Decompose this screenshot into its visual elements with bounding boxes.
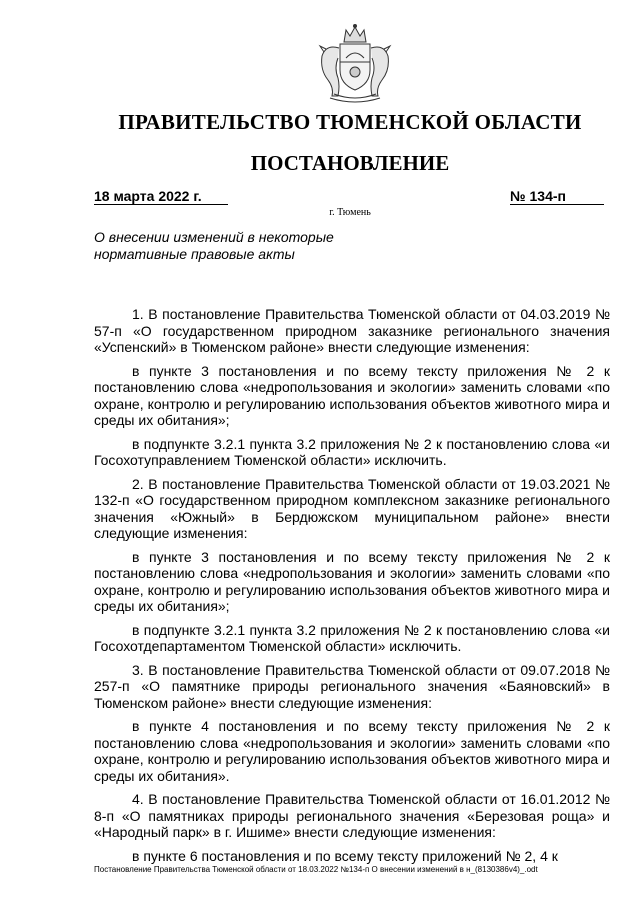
body-paragraph: 4. В постановление Правительства Тюменской области от 16.01.2012 № 8-п «О памятниках природы регионального значения «Березовая роща» и «Народный парк» в г. Ишиме» внести следующие изменения: [94, 791, 610, 840]
document-city: г. Тюмень [329, 207, 371, 218]
document-date: 18 марта 2022 г. [94, 188, 228, 205]
body-paragraph: в пункте 3 постановления и по всему тексту приложения № 2 к постановлению слова «недропользования и экологии» заменить словами «по охране, контролю и регулированию использования объектов животного мира и среды их обитания»; [94, 362, 610, 428]
body-paragraph: в подпункте 3.2.1 пункта 3.2 приложения № 2 к постановлению слова «и Госохотуправлением Тюменской области» исключить. [94, 435, 610, 468]
subject-line: нормативные правовые акты [94, 246, 295, 262]
document-footer: Постановление Правительства Тюменской области от 18.03.2022 №134-п О внесении изменений в н_(8130386v4)_.odt [94, 865, 538, 874]
government-title: ПРАВИТЕЛЬСТВО ТЮМЕНСКОЙ ОБЛАСТИ [118, 110, 582, 134]
body-paragraph: в пункте 3 постановления и по всему тексту приложения № 2 к постановлению слова «недропользования и экологии» заменить словами «по охране, контролю и регулированию использования объектов животного мира и среды их обитания»; [94, 548, 610, 614]
coat-of-arms-icon [312, 22, 398, 106]
document-number: № 134-п [510, 188, 604, 205]
body-paragraph: в пункте 4 постановления и по всему тексту приложения № 2 к постановлению слова «недропользования и экологии» заменить словами «по охране, контролю и регулированию использования объектов животного мира и среды их обитания». [94, 718, 610, 784]
body-paragraph: 3. В постановление Правительства Тюменской области от 09.07.2018 № 257-п «О памятнике природы регионального значения «Баяновский» в Тюменском районе» внести следующие изменения: [94, 661, 610, 711]
subject-line: О внесении изменений в некоторые [94, 229, 334, 245]
body-paragraph: 2. В постановление Правительства Тюменской области от 19.03.2021 № 132-п «О государственном природном комплексном заказнике регионального значения «Южный» в Бердюжском муниципальном районе» внести следующие изменения: [94, 475, 610, 541]
document-subject [94, 229, 394, 263]
body-paragraph: в подпункте 3.2.1 пункта 3.2 приложения № 2 к постановлению слова «и Госохотдепартаментом Тюменской области» исключить. [94, 621, 610, 654]
body-paragraph: 1. В постановление Правительства Тюменской области от 04.03.2019 № 57-п «О государственном природном заказнике регионального значения «Успенский» в Тюменском районе» внести следующие изменения: [94, 306, 610, 355]
body-paragraph: в пункте 6 постановления и по всему тексту приложений № 2, 4 к [132, 847, 558, 864]
document-type: ПОСТАНОВЛЕНИЕ [250, 151, 450, 175]
document-body [94, 306, 610, 871]
